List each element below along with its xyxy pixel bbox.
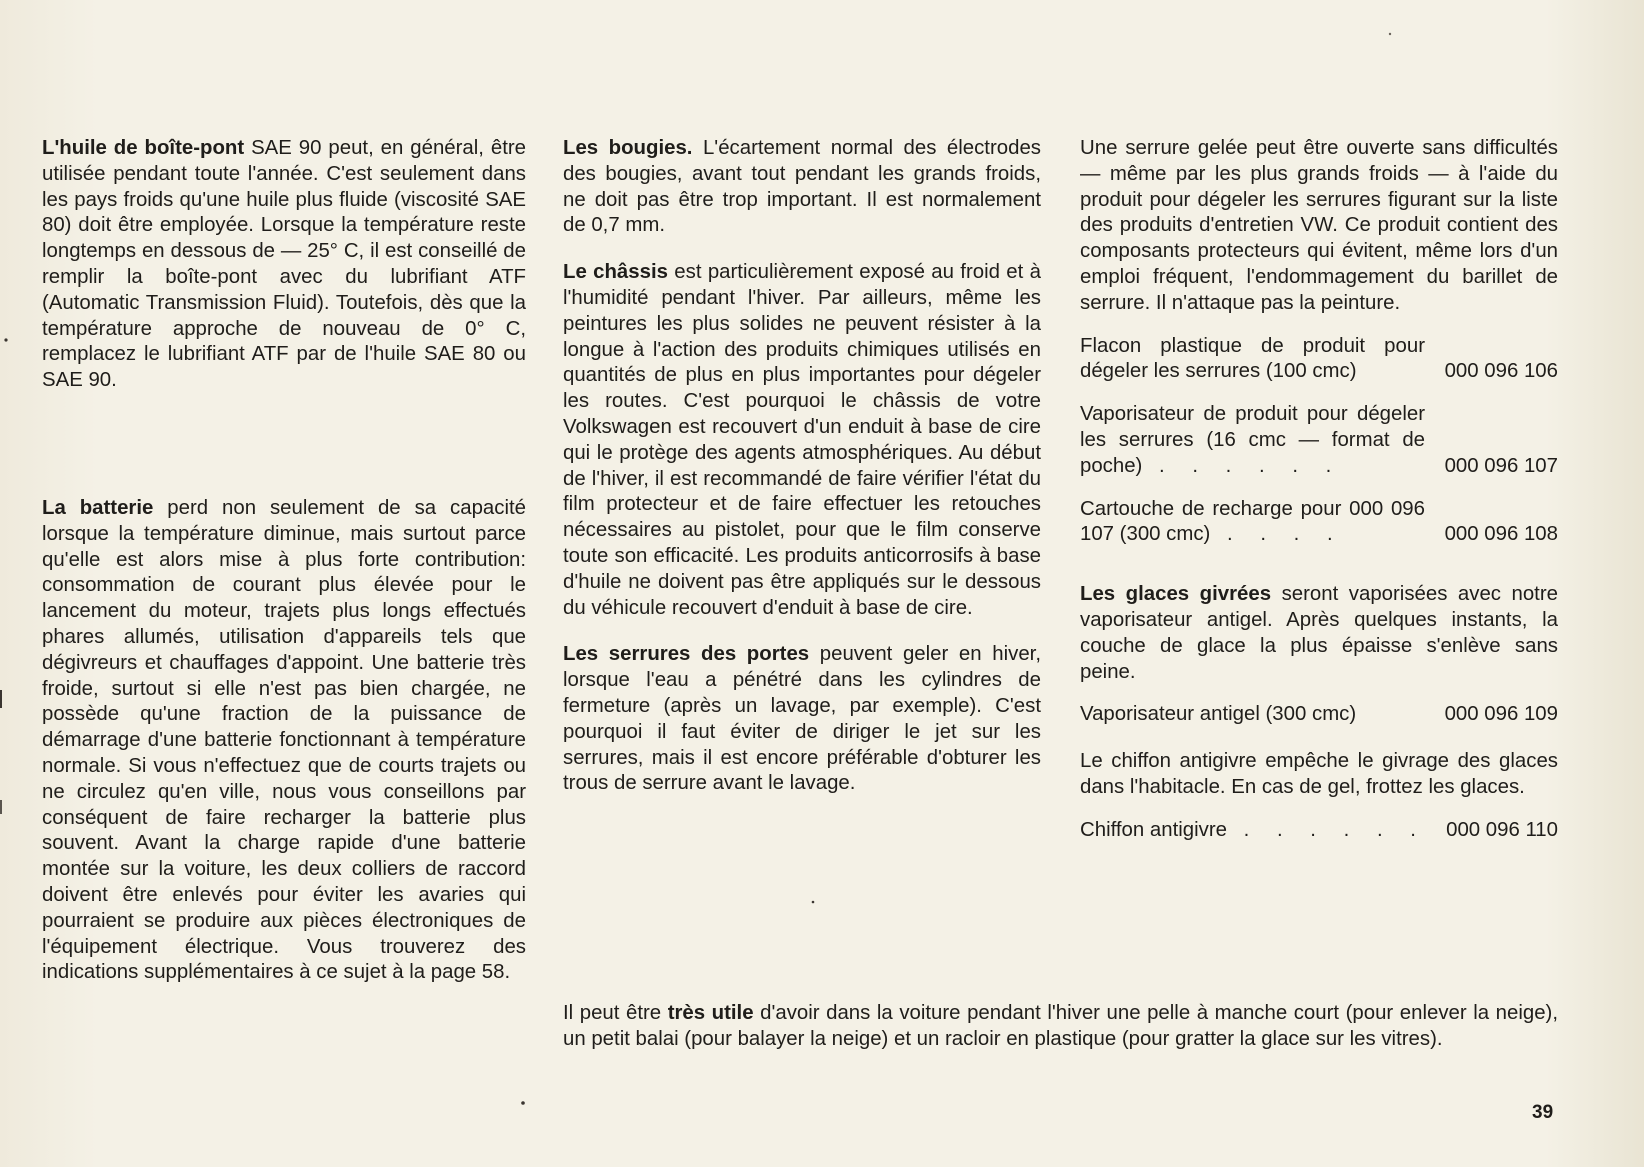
page-number: 39 (1532, 1102, 1554, 1123)
column-right (1080, 136, 1558, 844)
paragraph-door-locks (563, 642, 1041, 797)
product-description (1080, 334, 1425, 386)
heading-frosted-windows: Les glaces givrées (1080, 583, 1272, 606)
emphasis-very-useful: très utile (667, 1002, 754, 1024)
text-gearbox-oil: SAE 90 peut, en général, être utilisée pendant toute l'année. C'est seulement dans les pays froids qu'une huile plus fluide (viscosité SAE 80) doit être employée. Lorsque la température reste longtemps en dessous de — 25° C, il est conseillé de remplir la boîte-pont avec du lubrifiant ATF (Automatic Transmission Fluid). Toutefois, dès que la température approche de nouveau de 0° C, remplacez le lubrifiant ATF par de l'huile SAE 80 ou SAE 90. (42, 137, 526, 392)
heading-battery: La batterie (42, 496, 154, 519)
product-description: Vaporisateur antigel (300 cmc) (1080, 703, 1357, 726)
speck (521, 1101, 525, 1105)
speck (0, 800, 2, 814)
part-number: 000 096 108 (1444, 523, 1558, 546)
dot-leaders: . . . . . . (1226, 818, 1427, 841)
column-middle (563, 136, 1041, 797)
paragraph-chassis (563, 260, 1041, 621)
paragraph-gearbox-oil (42, 136, 526, 394)
text-winter-tools (563, 1000, 1558, 1052)
text-door-locks: peuvent geler en hiver, lorsque l'eau a pénétré dans les cylindres de fermeture (après un lavage, par exemple). C'est pourquoi il faut éviter de diriger le jet sur les serrures, mais il est encore préférable d'obturer les trous de serrure avant le lavage. (563, 643, 1041, 795)
text-frosted-windows: seront vaporisées avec notre vaporisateur antigel. Après quelques instants, la couche de glace la plus épaisse s'enlève sans peine. (1080, 583, 1558, 683)
speck (1389, 33, 1391, 35)
heading-gearbox-oil: L'huile de boîte-pont (42, 137, 245, 159)
paragraph-frosted-windows (1080, 582, 1558, 685)
paragraph-antifrost-cloth: Le chiffon antigivre empêche le givrage des glaces dans l'habitacle. En cas de gel, frottez les glaces. (1080, 750, 1558, 798)
heading-chassis: Le châssis (563, 261, 668, 284)
text-chassis: est particulièrement exposé au froid et à l'humidité pendant l'hiver. Par ailleurs, même les peintures les plus solides ne peuvent résister à la longue à l'action des produits chimiques utilisés en quantités de plus en plus importantes pour dégeler les routes. C'est pourquoi le châssis de votre Volkswagen est recouvert d'un enduit à base de cire qui le protège des agents atmosphériques. Au début de l'hiver, il est recommandé de faire vérifier l'état du film protecteur et de faire effectuer les retouches nécessaires au pistolet, pour que le film conserve toute son efficacité. Les produits anticorrosifs à base d'huile ne doivent pas être appliqués sur le dessous du véhicule recouvert d'enduit à base de cire. (563, 261, 1041, 619)
product-description (1080, 497, 1425, 549)
text-battery: perd non seulement de sa capacité lorsque la température diminue, mais surtout parce qu'elle est alors mise à plus forte contribution: consommation de courant plus élevée pour le lancement du moteur, trajets plus longs effectués phares allumés, utilisation d'appareils tels que dégivreurs et chauffages d'appoint. Une batterie très froide, surtout si elle n'est pas bien chargée, ne possède qu'une fraction de la puissance de démarrage d'une batterie fonctionnant à température normale. Si vous n'effectuez que de courts trajets ou ne circulez qu'en ville, nous vous conseillons par conséquent de faire recharger la batterie plus souvent. Avant la charge rapide d'une batterie montée sur la voiture, les deux colliers de raccord doivent être enlevés pour éviter les avaries qui pourraient se produire aux pièces électroniques de l'équipement électrique. Vous trouverez des indications supplémentaires à ce sujet à la page 58. (42, 496, 526, 984)
paragraph-frozen-lock: Une serrure gelée peut être ouverte sans difficultés — même par les plus grands froids — à l'aide du produit pour dégeler les serrures figurant sur la liste des produits d'entretien VW. Ce produit contient des composants protecteurs qui évitent, même lors d'un emploi fréquent, l'endommagement du barillet de serrure. Il n'attaque pas la peinture. (1080, 137, 1558, 314)
paragraph-battery (42, 496, 526, 986)
speck (0, 690, 2, 708)
product-description-text: Vaporisateur de produit pour dégeler les serrures (16 cmc — format de poche) (1080, 403, 1425, 477)
paragraph-winter-tools (563, 1000, 1558, 1052)
text-winter-tools-end: d'avoir dans la voiture pendant l'hiver une pelle à manche court (pour enlever la neige), un petit balai (pour balayer la neige) et un racloir en plastique (pour gratter la glace sur les vitres). (563, 1002, 1558, 1050)
part-number: 000 096 110 (1446, 818, 1558, 841)
product-description (1080, 402, 1425, 479)
part-number: 000 096 109 (1444, 703, 1558, 726)
part-number: 000 096 106 (1444, 360, 1558, 383)
speck (812, 901, 815, 904)
part-number: 000 096 107 (1444, 454, 1558, 477)
speck (4, 338, 7, 341)
dot-leaders: . . . . (1210, 523, 1344, 546)
product-row (1080, 497, 1558, 549)
product-row (1080, 818, 1558, 844)
text-winter-tools-start: Il peut être (563, 1002, 668, 1024)
product-row (1080, 402, 1558, 479)
dot-leaders: . . . . . . (1142, 454, 1343, 477)
heading-spark-plugs: Les bougies. (563, 137, 693, 159)
product-description-text: Cartouche de recharge pour 000 096 107 (300 cmc) (1080, 497, 1425, 546)
heading-door-locks: Les serrures des portes (563, 643, 810, 666)
product-row (1080, 334, 1558, 386)
product-row (1080, 702, 1558, 728)
column-left (42, 136, 526, 986)
product-description (1080, 818, 1427, 844)
product-description-text: Flacon plastique de produit pour dégeler les serrures (100 cmc) (1080, 334, 1425, 383)
paragraph-spark-plugs (563, 136, 1041, 239)
text-spark-plugs: L'écartement normal des électrodes des bougies, avant tout pendant les grands froids, ne doit pas être trop important. Il est normalement de 0,7 mm. (563, 137, 1041, 237)
product-description-text: Chiffon antigivre (1080, 818, 1227, 841)
